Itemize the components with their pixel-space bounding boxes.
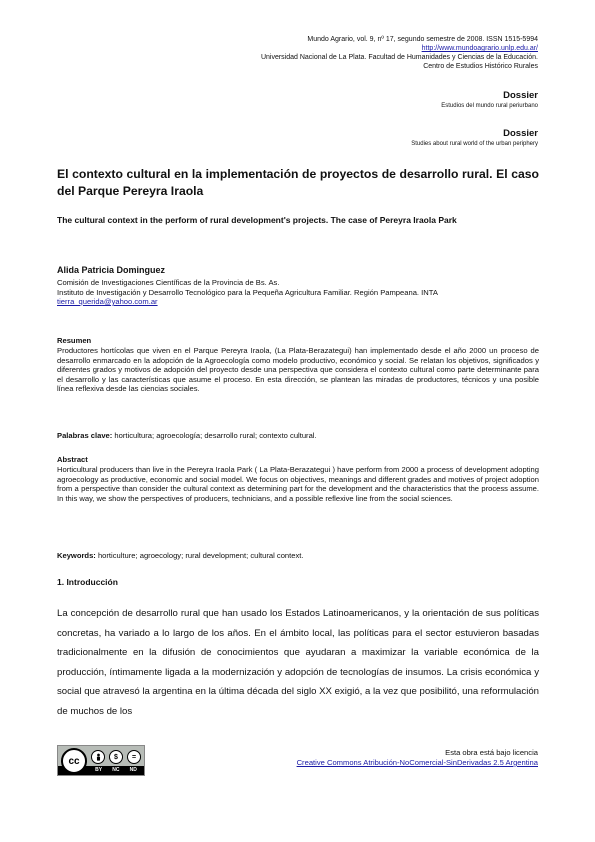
- keywords-text: horticulture; agroecology; rural development; cultural context.: [95, 551, 304, 560]
- dossier-block-en: [411, 128, 538, 148]
- dossier-title: Dossier: [503, 128, 538, 139]
- badge-label-nc: NC: [112, 767, 120, 773]
- badge-label-nd: ND: [129, 767, 137, 773]
- journal-line: Mundo Agrario, vol. 9, nº 17, segundo semestre de 2008. ISSN 1515-5994: [307, 36, 538, 43]
- article-title: El contexto cultural en la implementación de proyectos de desarrollo rural. El caso del Parque Pereyra Iraola: [57, 167, 539, 198]
- license-notice: [297, 748, 538, 768]
- author-name: Alida Patricia Dominguez: [57, 265, 166, 275]
- palabras-clave: [57, 431, 539, 441]
- affiliation-2: Instituto de Investigación y Desarrollo Tecnológico para la Pequeña Agricultura Familiar. Región Pampeana. INTA: [57, 287, 438, 297]
- resumen-text: Productores hortícolas que viven en el Parque Pereyra Iraola, (La Plata-Berazategui) han implementado desde el año 2000 un proceso de desarrollo enmarcado en la adopción de la Agroecología como modelo productivo, económico y social. Se relatan los objetivos, significados y diferentes grados y motivos de adopción del proyecto desde una perspectiva que considera el contexto cultural como parte determinante para el desarrollo y las características que asume el proceso. En esta dirección, se plantean las miradas de productores, técnicos y una posible línea reflexiva desde las ciencias sociales.: [57, 346, 539, 394]
- center-line: Centro de Estudios Histórico Rurales: [423, 63, 538, 70]
- nc-dollar-icon: $: [109, 750, 123, 764]
- palabras-clave-text: horticultura; agroecología; desarrollo rural; contexto cultural.: [112, 431, 317, 440]
- affiliation-1: Comisión de Investigaciones Científicas de la Provincia de Bs. As.: [57, 278, 280, 287]
- dossier-block-es: [441, 90, 538, 110]
- badge-labels: [90, 767, 142, 773]
- creative-commons-badge[interactable]: [57, 745, 145, 776]
- license-line: Esta obra está bajo licencia: [445, 748, 538, 757]
- journal-header: [261, 35, 538, 71]
- dossier-subtitle: Estudios del mundo rural periurbano: [441, 103, 538, 109]
- intro-heading: 1. Introducción: [57, 577, 118, 587]
- journal-url-link[interactable]: http://www.mundoagrario.unlp.edu.ar/: [421, 45, 538, 52]
- abstract-text: Horticultural producers than live in the Pereyra Iraola Park ( La Plata-Berazategui ) have perform from 2000 a process of development adopting agroecology as productive, economic and social model. We focus on objectives, meanings and different grades and motives of project adoption from a perspective than consider the cultural context as determining part for the development and the characteristics that the process assume. In this way, we show the perspectives of producers, technicians, and a possible reflexive line from the social sciences.: [57, 465, 539, 503]
- keywords-label: Keywords:: [57, 551, 96, 560]
- author-affiliations: [57, 278, 539, 307]
- abstract-heading: Abstract: [57, 455, 88, 464]
- cc-icon: cc: [61, 748, 87, 774]
- author-email-link[interactable]: tierra_querida@yahoo.com.ar: [57, 297, 158, 306]
- by-person-icon: [91, 750, 105, 764]
- dossier-title: Dossier: [503, 90, 538, 101]
- intro-text: La concepción de desarrollo rural que han usado los Estados Latinoamericanos, y la orientación de sus políticas concretas, ha variado a lo largo de los años. En el ámbito local, las políticas para el sector estuvieron basadas tradicionalmente en la difusión de conocimientos que ayudaran a maximizar la variable económica de la producción, íntimamente ligada a la modernización y adopción de tecnologías de insumos. La crisis económica y social que atravesó la argentina en la última década del siglo XX exigió, a la vez que posibilitó, una reformulación de muchos de los: [57, 608, 539, 717]
- palabras-clave-label: Palabras clave:: [57, 431, 113, 440]
- university-line: Universidad Nacional de La Plata. Facultad de Humanidades y Ciencias de la Educación.: [260, 54, 538, 61]
- keywords: [57, 551, 539, 561]
- badge-label-by: BY: [95, 767, 103, 773]
- resumen-heading: Resumen: [57, 336, 92, 345]
- license-link[interactable]: Creative Commons Atribución-NoComercial-SinDerivadas 2.5 Argentina: [296, 758, 538, 767]
- nd-equals-icon: =: [127, 750, 141, 764]
- dossier-subtitle: Studies about rural world of the urban periphery: [411, 141, 538, 147]
- article-subtitle-en: The cultural context in the perform of rural development's projects. The case of Pereyra Iraola Park: [57, 215, 457, 225]
